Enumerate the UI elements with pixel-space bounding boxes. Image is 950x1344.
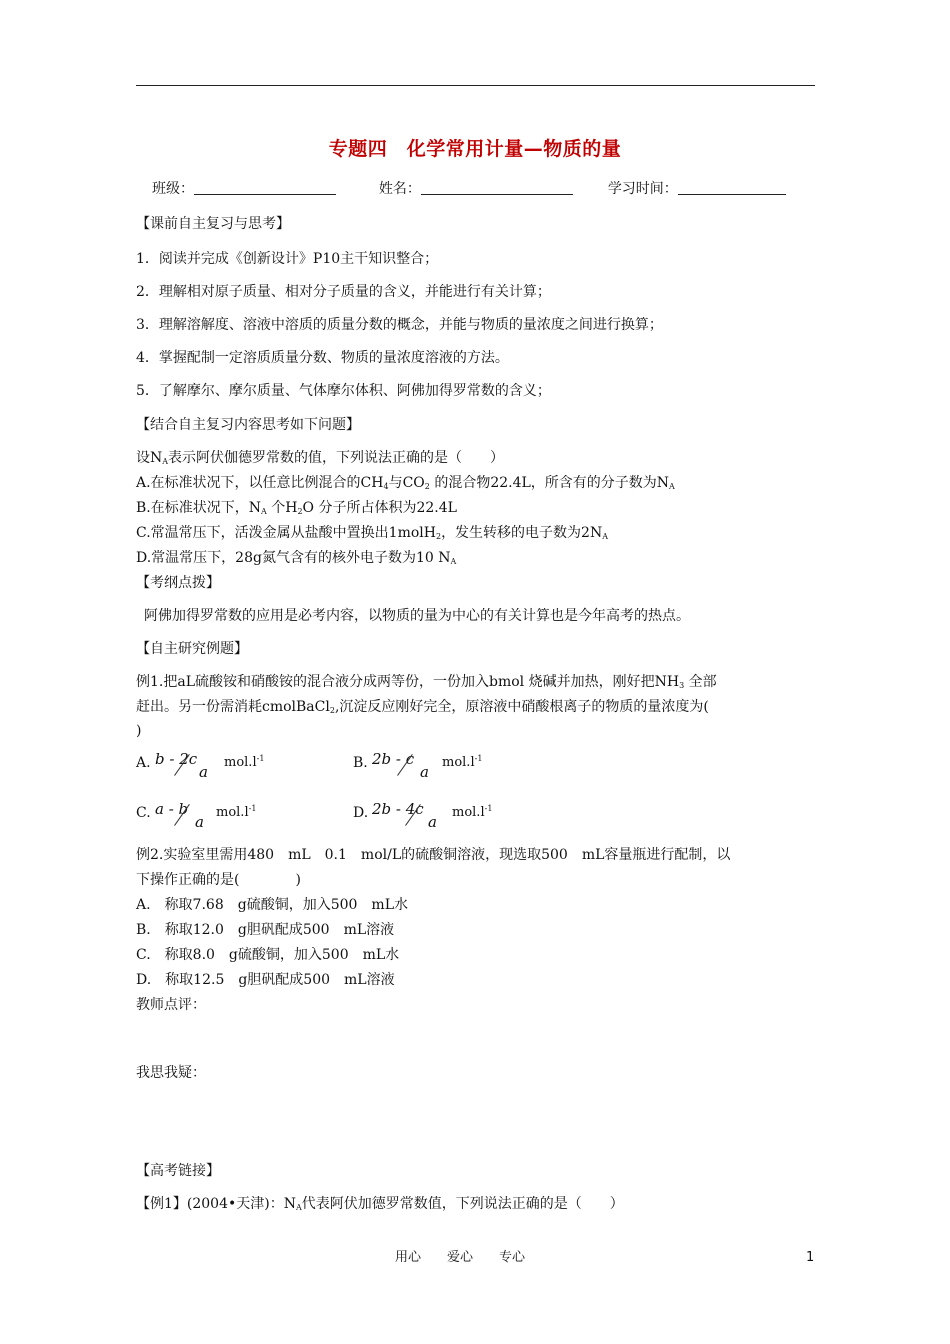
fraction-numerator: 2b - c [372, 750, 415, 768]
section1-heading: 【课前自主复习与思考】 [136, 216, 290, 232]
example2-line1: 例2.实验室里需用480 mL 0.1 mol/L的硫酸铜溶液，现选取500 mL容量瓶进行配制，以 [136, 847, 731, 863]
ex1-option-c-label: C. [136, 805, 151, 821]
class-blank[interactable] [194, 180, 336, 195]
top-rule [136, 85, 815, 86]
section2-heading: 【结合自主复习内容思考如下问题】 [136, 417, 360, 433]
page-title: 专题四 化学常用计量—物质的量 [328, 138, 622, 160]
ex2-option-a: A. 称取7.68 g硫酸铜，加入500 mL水 [136, 897, 408, 913]
list-item: 2．理解相对原子质量、相对分子质量的含义，并能进行有关计算； [136, 284, 551, 300]
example1-line3: ) [136, 723, 142, 739]
page-number: 1 [806, 1250, 815, 1265]
fraction-denominator: a [199, 763, 208, 781]
option-d: D.常温常压下，28g氮气含有的核外电子数为10 $N_A$ [136, 550, 457, 566]
option-a: A.在标准状况下，以任意比例混合的$CH_4$与$CO_2$ 的混合物22.4L，所含有的分子数为$N_A$ [136, 475, 675, 491]
section4-heading: 【自主研究例题】 [136, 641, 248, 657]
fraction-denominator: a [428, 813, 437, 831]
section5-example: 【例1】(2004•天津)：$N_A$代表阿伏加德罗常数值，下列说法正确的是（ ） [136, 1196, 624, 1212]
example1-line1: 例1.把aL硫酸铵和硝酸铵的混合液分成两等份，一份加入bmol 烧碱并加热，刚好把$NH_3$ 全部 [136, 674, 717, 690]
ex1-option-c-unit: $mol.l^{-1}$ [216, 804, 257, 820]
time-label: 学习时间： [607, 181, 678, 197]
name-label: 姓名： [378, 181, 421, 197]
ex2-option-d: D. 称取12.5 g胆矾配成500 mL溶液 [136, 972, 395, 988]
ex2-option-c: C. 称取8.0 g硫酸铜，加入500 mL水 [136, 947, 400, 963]
class-label: 班级： [152, 181, 194, 197]
fraction-numerator: 2b - 4c [372, 800, 424, 818]
header-fields [152, 180, 786, 198]
ex1-option-a-fraction [155, 750, 215, 784]
list-item: 4．掌握配制一定溶质质量分数、物质的量浓度溶液的方法。 [136, 350, 509, 366]
section3-heading: 【考纲点拨】 [136, 575, 220, 591]
fraction-denominator: a [420, 763, 429, 781]
example2-line2: 下操作正确的是( ) [136, 872, 301, 888]
fraction-denominator: a [195, 813, 204, 831]
list-item: 5．了解摩尔、摩尔质量、气体摩尔体积、阿佛加得罗常数的含义； [136, 383, 551, 399]
fraction-numerator: b - 2c [155, 750, 198, 768]
ex1-option-a-unit: $mol.l^{-1}$ [224, 754, 265, 770]
list-item: 3．理解溶解度、溶液中溶质的质量分数的概念，并能与物质的量浓度之间进行换算； [136, 317, 663, 333]
section3-text: 阿佛加得罗常数的应用是必考内容，以物质的量为中心的有关计算也是今年高考的热点。 [144, 608, 690, 624]
ex1-option-d-unit: $mol.l^{-1}$ [452, 804, 493, 820]
list-item: 1．阅读并完成《创新设计》P10主干知识整合； [136, 251, 439, 267]
footer-center: 用心 爱心 专心 [394, 1250, 525, 1265]
ex1-option-b-fraction [372, 750, 432, 784]
ex1-option-b-unit: $mol.l^{-1}$ [442, 754, 483, 770]
option-c: C.常温常压下，活泼金属从盐酸中置换出1molH$_2$，发生转移的电子数为$2N_A$ [136, 525, 609, 541]
ex2-option-b: B. 称取12.0 g胆矾配成500 mL溶液 [136, 922, 395, 938]
ex1-option-a-label: A. [136, 755, 151, 771]
teacher-comment-label: 教师点评： [136, 997, 206, 1013]
name-blank[interactable] [421, 180, 573, 195]
ex1-option-d-label: D. [353, 805, 369, 821]
question-text: 设$N_A$表示阿伏伽德罗常数的值，下列说法正确的是（ ） [136, 450, 505, 466]
ex1-option-c-fraction [155, 800, 210, 834]
time-blank[interactable] [678, 180, 786, 195]
my-question-label: 我思我疑： [136, 1065, 206, 1081]
fraction-numerator: a - b [155, 800, 189, 818]
option-b: B.在标准状况下，$N_A$ 个$H_2O$ 分子所占体积为22.4L [136, 500, 457, 516]
ex1-option-d-fraction [372, 800, 442, 834]
ex1-option-b-label: B. [353, 755, 368, 771]
section5-heading: 【高考链接】 [136, 1163, 220, 1179]
example1-line2: 赶出。另一份需消耗cmolBaCl$_2$,沉淀反应刚好完全，原溶液中硝酸根离子的物质的量浓度为( [136, 699, 709, 715]
